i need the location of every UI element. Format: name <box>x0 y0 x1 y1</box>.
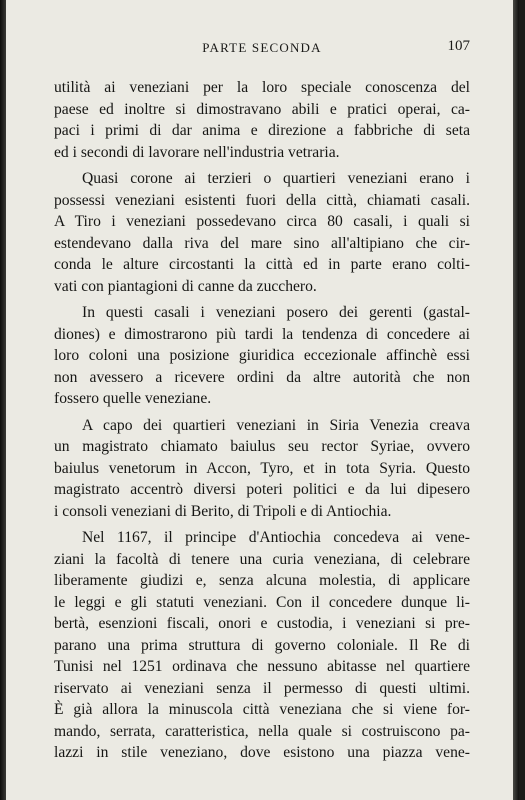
text-line: paci i primi di dar anima e direzione a fabbriche di seta <box>54 122 470 139</box>
text-line: A Tiro i veneziani possedevano circa 80 casali, i quali si <box>54 213 470 230</box>
text-line: In questi casali i veneziani posero dei gerenti (gastal- <box>82 304 470 321</box>
text-line: magistrato accentrò diversi poteri politici e da lui dipesero <box>54 481 470 498</box>
text-line: È già allora la minuscola città veneziana che si viene for- <box>54 701 470 718</box>
text-line: baiulus venetorum in Accon, Tyro, et in tota Syria. Questo <box>54 459 470 477</box>
text-line: i consoli veneziani di Berito, di Tripoli e di Antiochia. <box>54 502 392 520</box>
text-line: utilità ai veneziani per la loro speciale conoscenza del <box>54 79 470 96</box>
text-line: bertà, esenzioni fiscali, onori e custodia, i veneziani si pre- <box>54 615 470 632</box>
paragraph <box>54 168 470 297</box>
text-line: le leggi e gli statuti veneziani. Con il concedere dunque li- <box>54 593 470 611</box>
text-line: possessi veneziani esistenti fuori della città, chiamati casali. <box>54 191 470 209</box>
text-line: liberamente giudizi e, senza alcuna molestia, di applicare <box>54 572 470 589</box>
text-line: Tunisi nel 1251 ordinava che nessuno abitasse nel quartiere <box>54 658 470 675</box>
book-page <box>6 0 519 800</box>
text-line: lazzi in stile veneziano, dove esistono una piazza vene- <box>54 744 470 761</box>
text-line: Quasi corone ai terzieri o quartieri veneziani erano i <box>82 170 470 187</box>
text-line: parano una prima struttura di governo coloniale. Il Re di <box>54 636 470 654</box>
text-line: non avessero a ricevere ordini da altre autorità che non <box>54 368 470 386</box>
text-line: vati con piantagioni di canne da zucchero. <box>54 277 317 295</box>
text-line: loro coloni una posizione giuridica eccezionale affinchè essi <box>54 347 470 364</box>
paragraph <box>54 77 470 163</box>
text-line: ziani la facoltà di tenere una curia veneziana, di celebrare <box>54 550 470 568</box>
page-edge-shadow <box>513 0 519 800</box>
text-line: mando, serrata, caratteristica, nella quale si costruiscono pa- <box>54 722 470 740</box>
text-line: un magistrato chiamato baiulus seu rector Syriae, ovvero <box>54 438 470 455</box>
text-line: Nel 1167, il principe d'Antiochia concedeva ai vene- <box>82 529 470 546</box>
text-line: fossero quelle veneziane. <box>54 390 212 407</box>
text-line: A capo dei quartieri veneziani in Siria Venezia creava <box>82 416 470 434</box>
text-line: riservato ai veneziani senza il permesso di questi ultimi. <box>54 679 470 697</box>
body-text <box>54 77 470 764</box>
text-line: estendevano dalla riva del mare sino all'altipiano che cir- <box>54 234 470 252</box>
text-line: paese ed inoltre si dimostravano abili e pratici operai, ca- <box>54 100 470 118</box>
paragraph <box>54 415 470 523</box>
section-title: PARTE SECONDA <box>202 40 322 55</box>
running-header <box>54 40 470 60</box>
text-line: conda le alture circostanti la città ed in parte erano colti- <box>54 256 470 273</box>
page-number: 107 <box>447 38 470 54</box>
text-line: diones) e dimostrarono più tardi la tendenza di concedere ai <box>54 325 470 343</box>
paragraph <box>54 302 470 410</box>
text-line: ed i secondi di lavorare nell'industria vetraria. <box>54 143 340 161</box>
paragraph <box>54 527 470 764</box>
